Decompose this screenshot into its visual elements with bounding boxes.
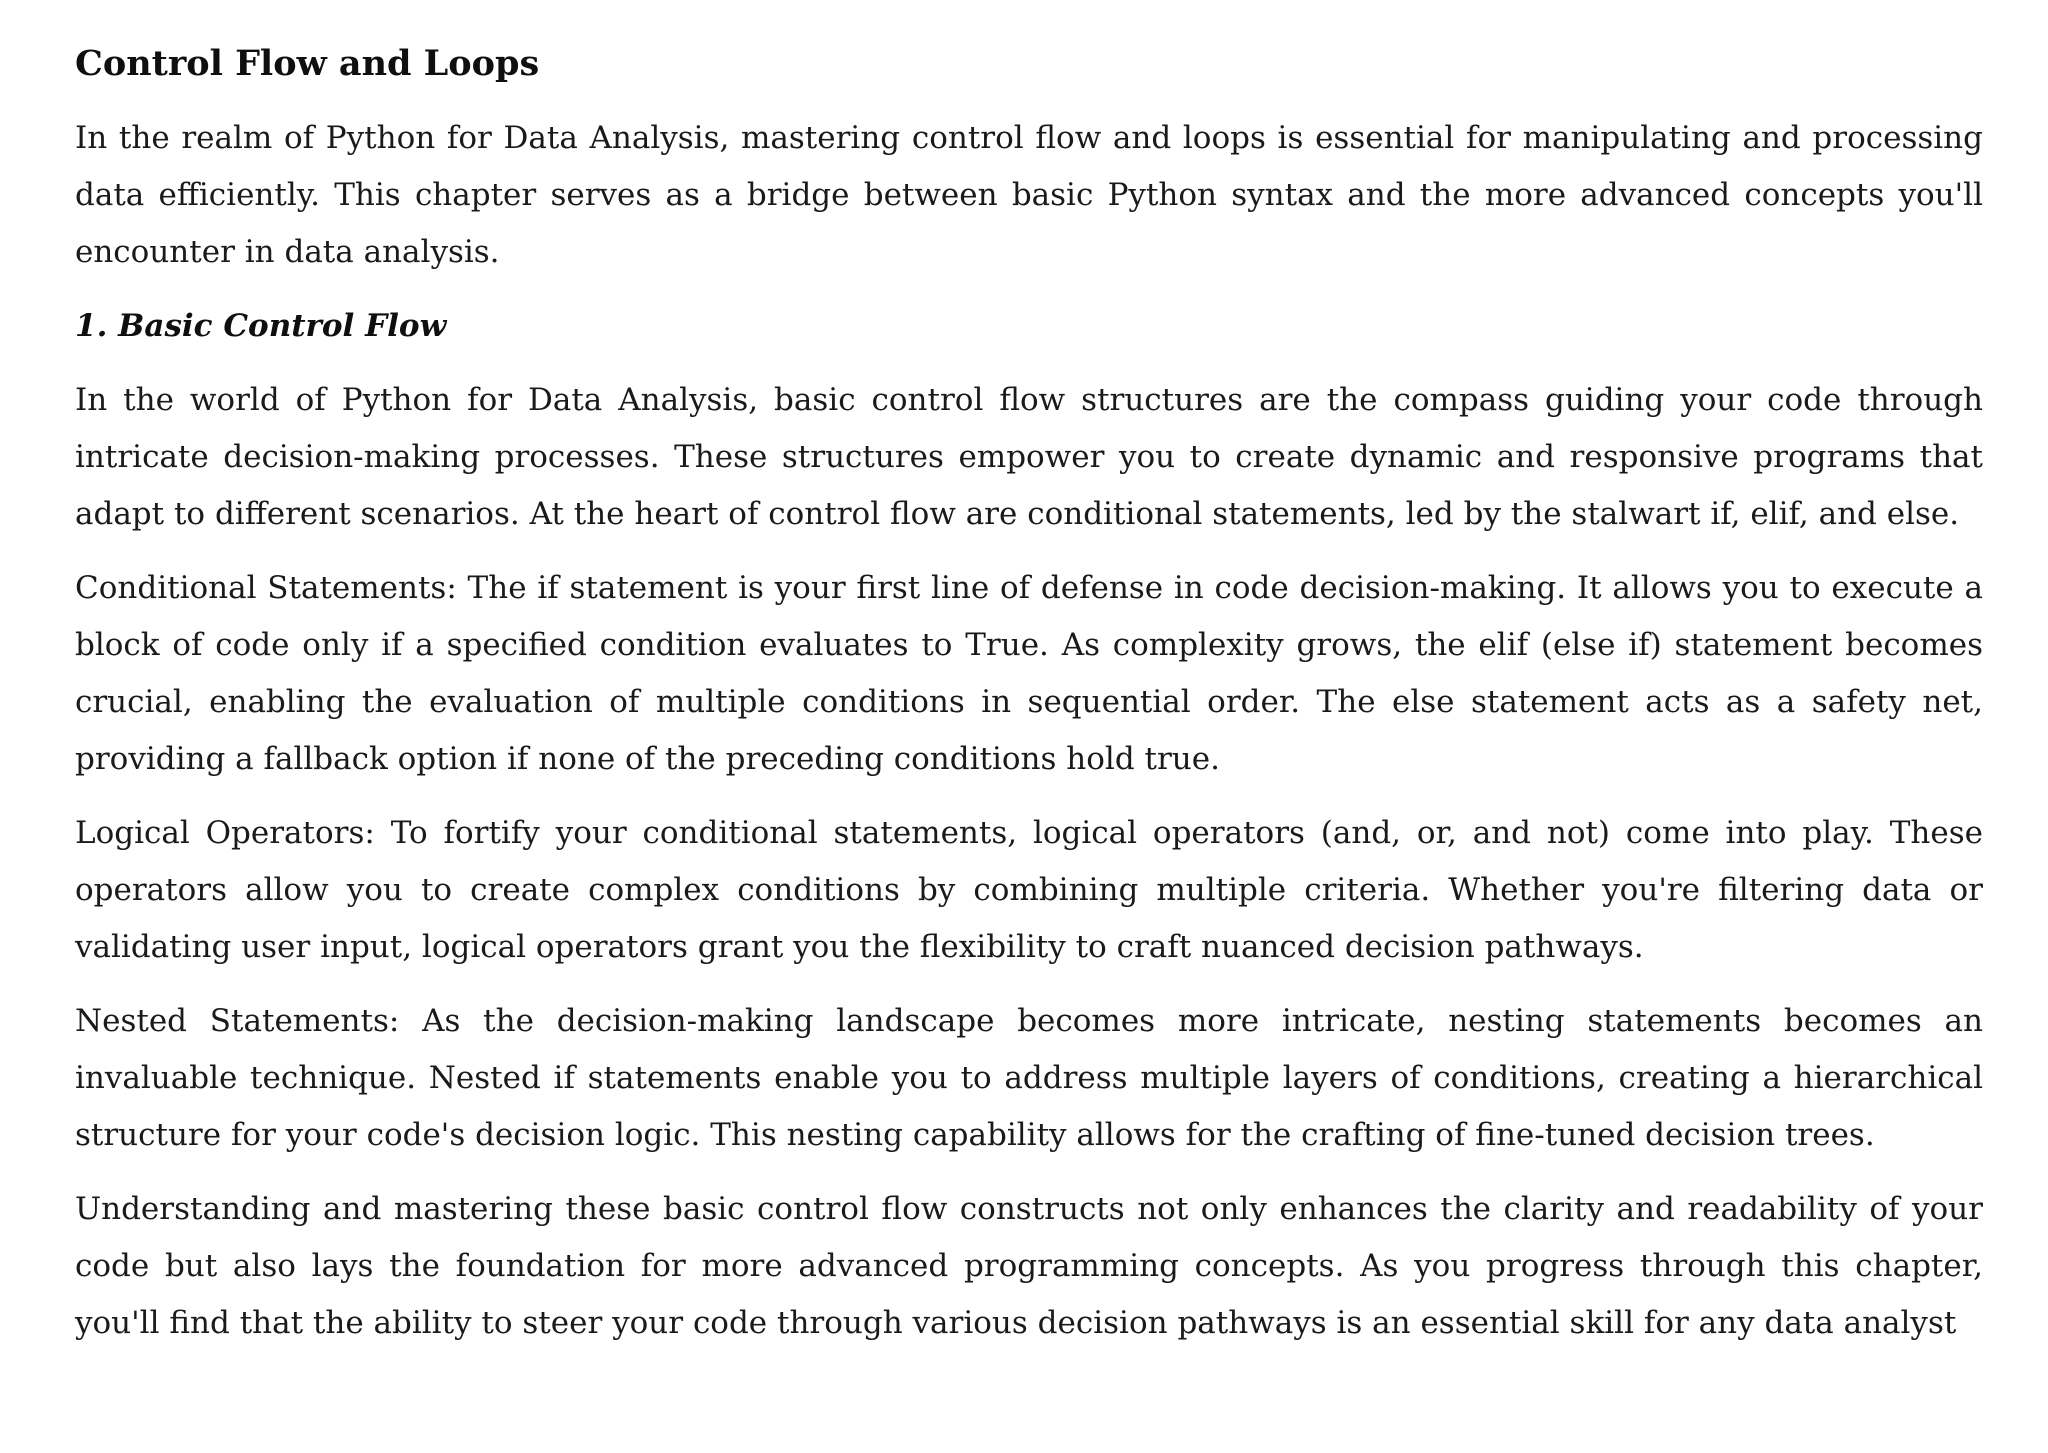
paragraph-logical-operators: Logical Operators: To fortify your conditional statements, logical operators (and, or, and not) come into play. These operators allow you to create complex conditions by combining multiple criteria. Whether you're filtering data or validating user input, logical operators grant you the flexibility to craft nuanced decision pathways.: [75, 815, 1983, 965]
paragraph-basic-control-flow: In the world of Python for Data Analysis, basic control flow structures are the compass guiding your code through intricate decision-making processes. These structures empower you to create dynamic and responsive programs that adapt to different scenarios. At the heart of control flow are conditional statements, led by the stalwart if, elif, and else.: [75, 382, 1983, 532]
document-page: [75, 40, 1983, 1369]
paragraph-nested-statements: Nested Statements: As the decision-making landscape becomes more intricate, nesting statements becomes an invaluable technique. Nested if statements enable you to address multiple layers of conditions, creating a hierarchical structure for your code's decision logic. This nesting capability allows for the crafting of fine-tuned decision trees.: [75, 1003, 1983, 1153]
paragraph-conditional-statements: Conditional Statements: The if statement is your first line of defense in code decision-making. It allows you to execute a block of code only if a specified condition evaluates to True. As complexity grows, the elif (else if) statement becomes crucial, enabling the evaluation of multiple conditions in sequential order. The else statement acts as a safety net, providing a fallback option if none of the preceding conditions hold true.: [75, 570, 1983, 777]
chapter-title: Control Flow and Loops: [75, 43, 540, 84]
paragraph-conclusion: Understanding and mastering these basic control flow constructs not only enhances the clarity and readability of your code but also lays the foundation for more advanced programming concepts. As you progress through this chapter, you'll find that the ability to steer your code through various decision pathways is an essential skill for any data analyst: [75, 1191, 1983, 1341]
intro-paragraph: In the realm of Python for Data Analysis, mastering control flow and loops is essential for manipulating and processing data efficiently. This chapter serves as a bridge between basic Python syntax and the more advanced concepts you'll encounter in data analysis.: [75, 120, 1983, 270]
section-heading: 1. Basic Control Flow: [75, 308, 447, 344]
